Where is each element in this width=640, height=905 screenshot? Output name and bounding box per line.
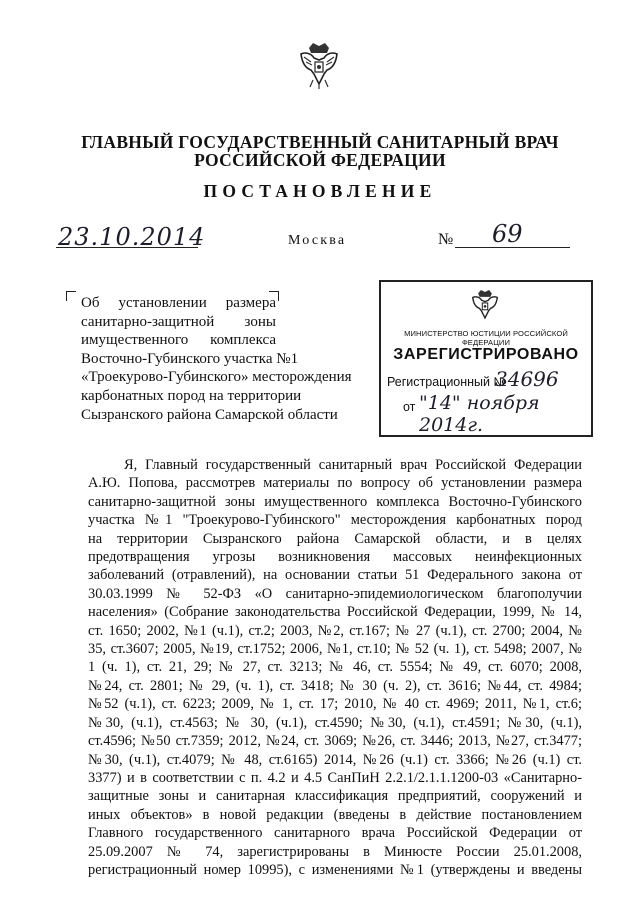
subject-line: имущественного комплекса	[81, 332, 276, 349]
subject-line: санитарно-защитной зоны	[81, 313, 276, 330]
body-line: ст.4596; №50 ст.7359; 2012, №24, ст. 3069; №26, ст. 3446; 2013, №27, ст.3477;	[88, 733, 582, 750]
body-line: заболеваний (отравлений), на основании статьи 51 Федерального закона от	[88, 567, 582, 584]
body-line: Главного государственного санитарного врача Российской Федерации от	[88, 825, 582, 842]
authority-title-line-2: РОССИЙСКОЙ ФЕДЕРАЦИИ	[194, 150, 446, 170]
body-text	[88, 456, 582, 879]
body-line: №52 (ч.1), ст. 6223; 2009, № 1, ст. 17; 2010, № 40 ст. 4969; 2011, №1, ст.6;	[88, 696, 582, 713]
body-line: ст. 1650; 2002, №1 (ч.1), ст.2; 2003, №2, ст.167; № 27 (ч.1), ст. 2700; 2004, №	[88, 622, 582, 639]
stamp-registration-label: Регистрационный №	[387, 375, 507, 389]
body-line: 3377) и в соответствии с п. 4.2 и 4.5 СанПиН 2.2.1/2.1.1.1200-03 «Санитарно-	[88, 769, 582, 786]
body-line: 30.03.1999 № 52-ФЗ «О санитарно-эпидемиологическом благополучии	[88, 585, 582, 602]
stamp-registration-number: 34696	[495, 367, 559, 391]
document-type-title: ПОСТАНОВЛЕНИЕ	[203, 181, 437, 201]
body-line: на территории Сызранского района Самарской области, и в целях	[88, 530, 582, 547]
body-line: 35, ст.3607; 2005, №19, ст.1752; 2006, №1, ст.10; № 52 (ч. 1), ст. 5498; 2007, №	[88, 641, 582, 658]
russia-coat-of-arms-icon	[470, 287, 500, 323]
body-line: регистрационный номер 10995), с изменениями №1 (утверждены и введены	[88, 861, 582, 878]
number-underline	[455, 247, 570, 248]
body-line: 1 (ч. 1), ст. 21, 29; № 27, ст. 3213; № 46, ст. 5554; № 49, ст. 6070; 2008,	[88, 659, 582, 676]
date-underline	[56, 247, 198, 248]
body-line: А.Ю. Попова, рассмотрев материалы по вопросу об установлении размера	[88, 475, 582, 492]
subject-block	[81, 294, 361, 424]
body-line: №30, (ч.1), ст.4563; № 30, (ч.1), ст.4590; №30, (ч.1), ст.4591; №30, (ч.1),	[88, 714, 582, 731]
stamp-ministry-name: МИНИСТЕРСТВО ЮСТИЦИИ РОССИЙСКОЙ ФЕДЕРАЦИИ	[404, 329, 568, 347]
document-city: Москва	[288, 233, 347, 248]
subject-line: «Троекурово-Губинского» месторождения	[81, 369, 352, 386]
stamp-registration-date: "14" ноября 2014г.	[419, 392, 540, 436]
body-line: защитные зоны и санитарная классификация предприятий, сооружений и	[88, 788, 582, 805]
body-line: населения» (Собрание законодательства Российской Федерации, 1999, № 14,	[88, 604, 582, 621]
document-number: 69	[492, 220, 523, 248]
document-date: 23.10.2014	[58, 223, 206, 251]
subject-line: Об установлении размера	[81, 295, 276, 311]
registration-stamp	[379, 280, 593, 437]
stamp-registered-label: ЗАРЕГИСТРИРОВАНО	[393, 346, 579, 363]
body-line: №30, (ч.1), ст.4079; № 48, ст.6165) 2014, №26 (ч.1) ст. 3366; №26 (ч.1) ст.	[88, 751, 582, 768]
subject-line: Сызранского района Самарской области	[81, 406, 338, 423]
body-line: №24, ст. 2801; № 29, (ч. 1), ст. 3418; № 30 (ч. 2), ст. 3616; №44, ст. 4984;	[88, 677, 582, 694]
russia-coat-of-arms-icon	[297, 40, 341, 90]
body-line: Я, Главный государственный санитарный врач Российской Федерации	[124, 457, 582, 473]
subject-line: Восточно-Губинского участка №1	[81, 350, 299, 367]
body-line: предотвращения угрозы возникновения массовых неинфекционных	[88, 549, 582, 566]
body-line: участка №1 "Троекурово-Губинского" месторождения карбонатных пород	[88, 512, 582, 529]
stamp-from-label: от	[403, 400, 416, 414]
body-line: санитарно-защитной зоны имущественного комплекса Восточно-Губинского	[88, 493, 582, 510]
body-line: 25.09.2007 № 74, зарегистрированы в Минюсте России 25.01.2008,	[88, 843, 582, 860]
number-label: №	[438, 231, 454, 248]
subject-bracket-left	[66, 291, 76, 301]
authority-title-line-1: ГЛАВНЫЙ ГОСУДАРСТВЕННЫЙ САНИТАРНЫЙ ВРАЧ	[81, 132, 559, 152]
subject-line: карбонатных пород на территории	[81, 387, 302, 404]
body-line: иных объектов» в новой редакции (введены в действие постановлением	[88, 806, 582, 823]
